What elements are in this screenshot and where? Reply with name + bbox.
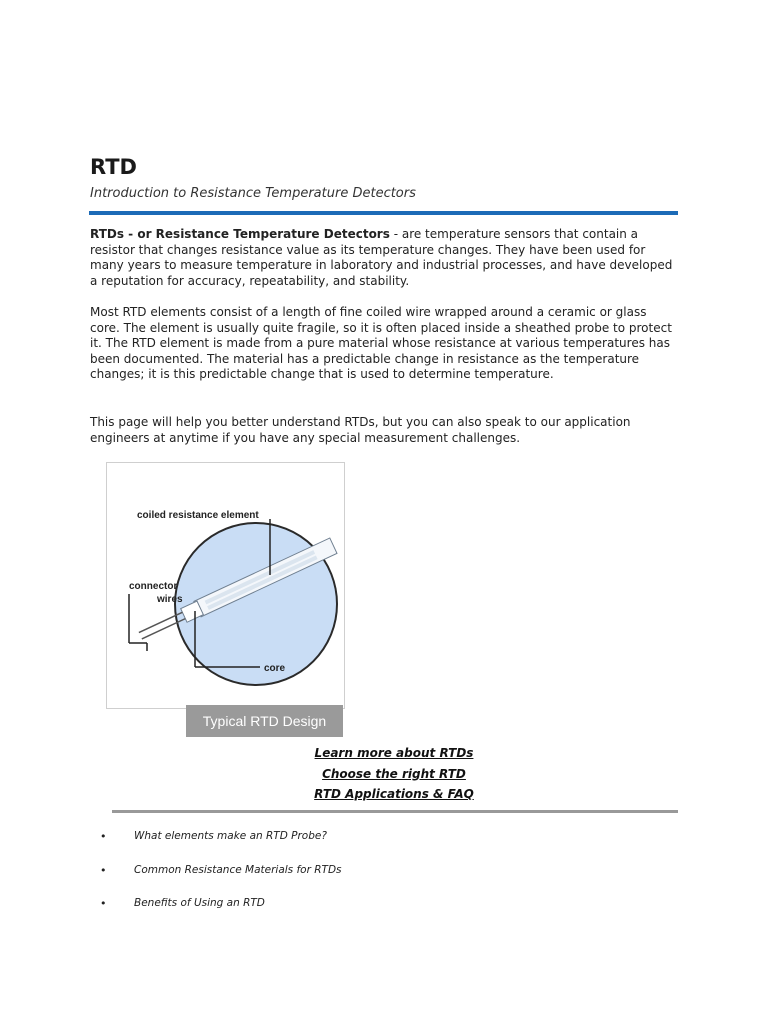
list-item xyxy=(100,897,342,931)
bullet-icon: • xyxy=(100,897,107,910)
link-applications-faq[interactable]: RTD Applications & FAQ xyxy=(314,787,474,801)
intro-paragraph xyxy=(90,227,680,289)
list-item-text: What elements make an RTD Probe? xyxy=(134,830,327,842)
list-item xyxy=(100,864,342,898)
figure-caption-text: Typical RTD Design xyxy=(202,713,327,729)
gray-divider xyxy=(112,810,678,813)
paragraph-3: This page will help you better understand RTDs, but you can also speak to our application engineers at anytime if you have any special measurement challenges. xyxy=(90,415,631,445)
blue-divider xyxy=(89,211,678,215)
bullet-icon: • xyxy=(100,863,107,877)
bullet-icon: • xyxy=(100,830,107,843)
rtd-diagram xyxy=(106,462,345,709)
label-connector: connector xyxy=(129,581,178,592)
link-learn-more[interactable]: Learn more about RTDs xyxy=(314,746,474,760)
intro-lead-bold: RTDs - or Resistance Temperature Detectors xyxy=(90,227,390,241)
label-core: core xyxy=(264,663,286,674)
page-subtitle: Introduction to Resistance Temperature Detectors xyxy=(90,186,416,201)
topic-list xyxy=(100,830,342,931)
rtd-diagram-graphic xyxy=(107,463,344,708)
list-item xyxy=(100,830,342,864)
figure-caption xyxy=(186,705,343,737)
list-item-text: Common Resistance Materials for RTDs xyxy=(134,863,342,876)
link-choose-rtd[interactable]: Choose the right RTD xyxy=(322,766,466,781)
intro-lead-rest: - are temperature sensors that contain a resistor that changes resistance value as its temperature changes. They have been used for many years to measure temperature in laboratory and industrial processes, and have developed a reputation for accuracy, repeatability, and stability. xyxy=(90,227,673,288)
paragraph-2: Most RTD elements consist of a length of fine coiled wire wrapped around a ceramic or glass core. The element is usually quite fragile, so it is often placed inside a sheathed probe to protect it. The RTD element is made from a pure material whose resistance at various temperatures has been documented. The material has a predictable change in resistance as the temperature changes; it is this predictable change that is used to determine temperature. xyxy=(90,305,672,382)
label-coil: coiled resistance element xyxy=(137,510,259,521)
link-list xyxy=(90,743,698,805)
list-item-text: Benefits of Using an RTD xyxy=(134,897,265,909)
page-title: RTD xyxy=(90,155,137,179)
label-wires: wires xyxy=(157,594,183,605)
